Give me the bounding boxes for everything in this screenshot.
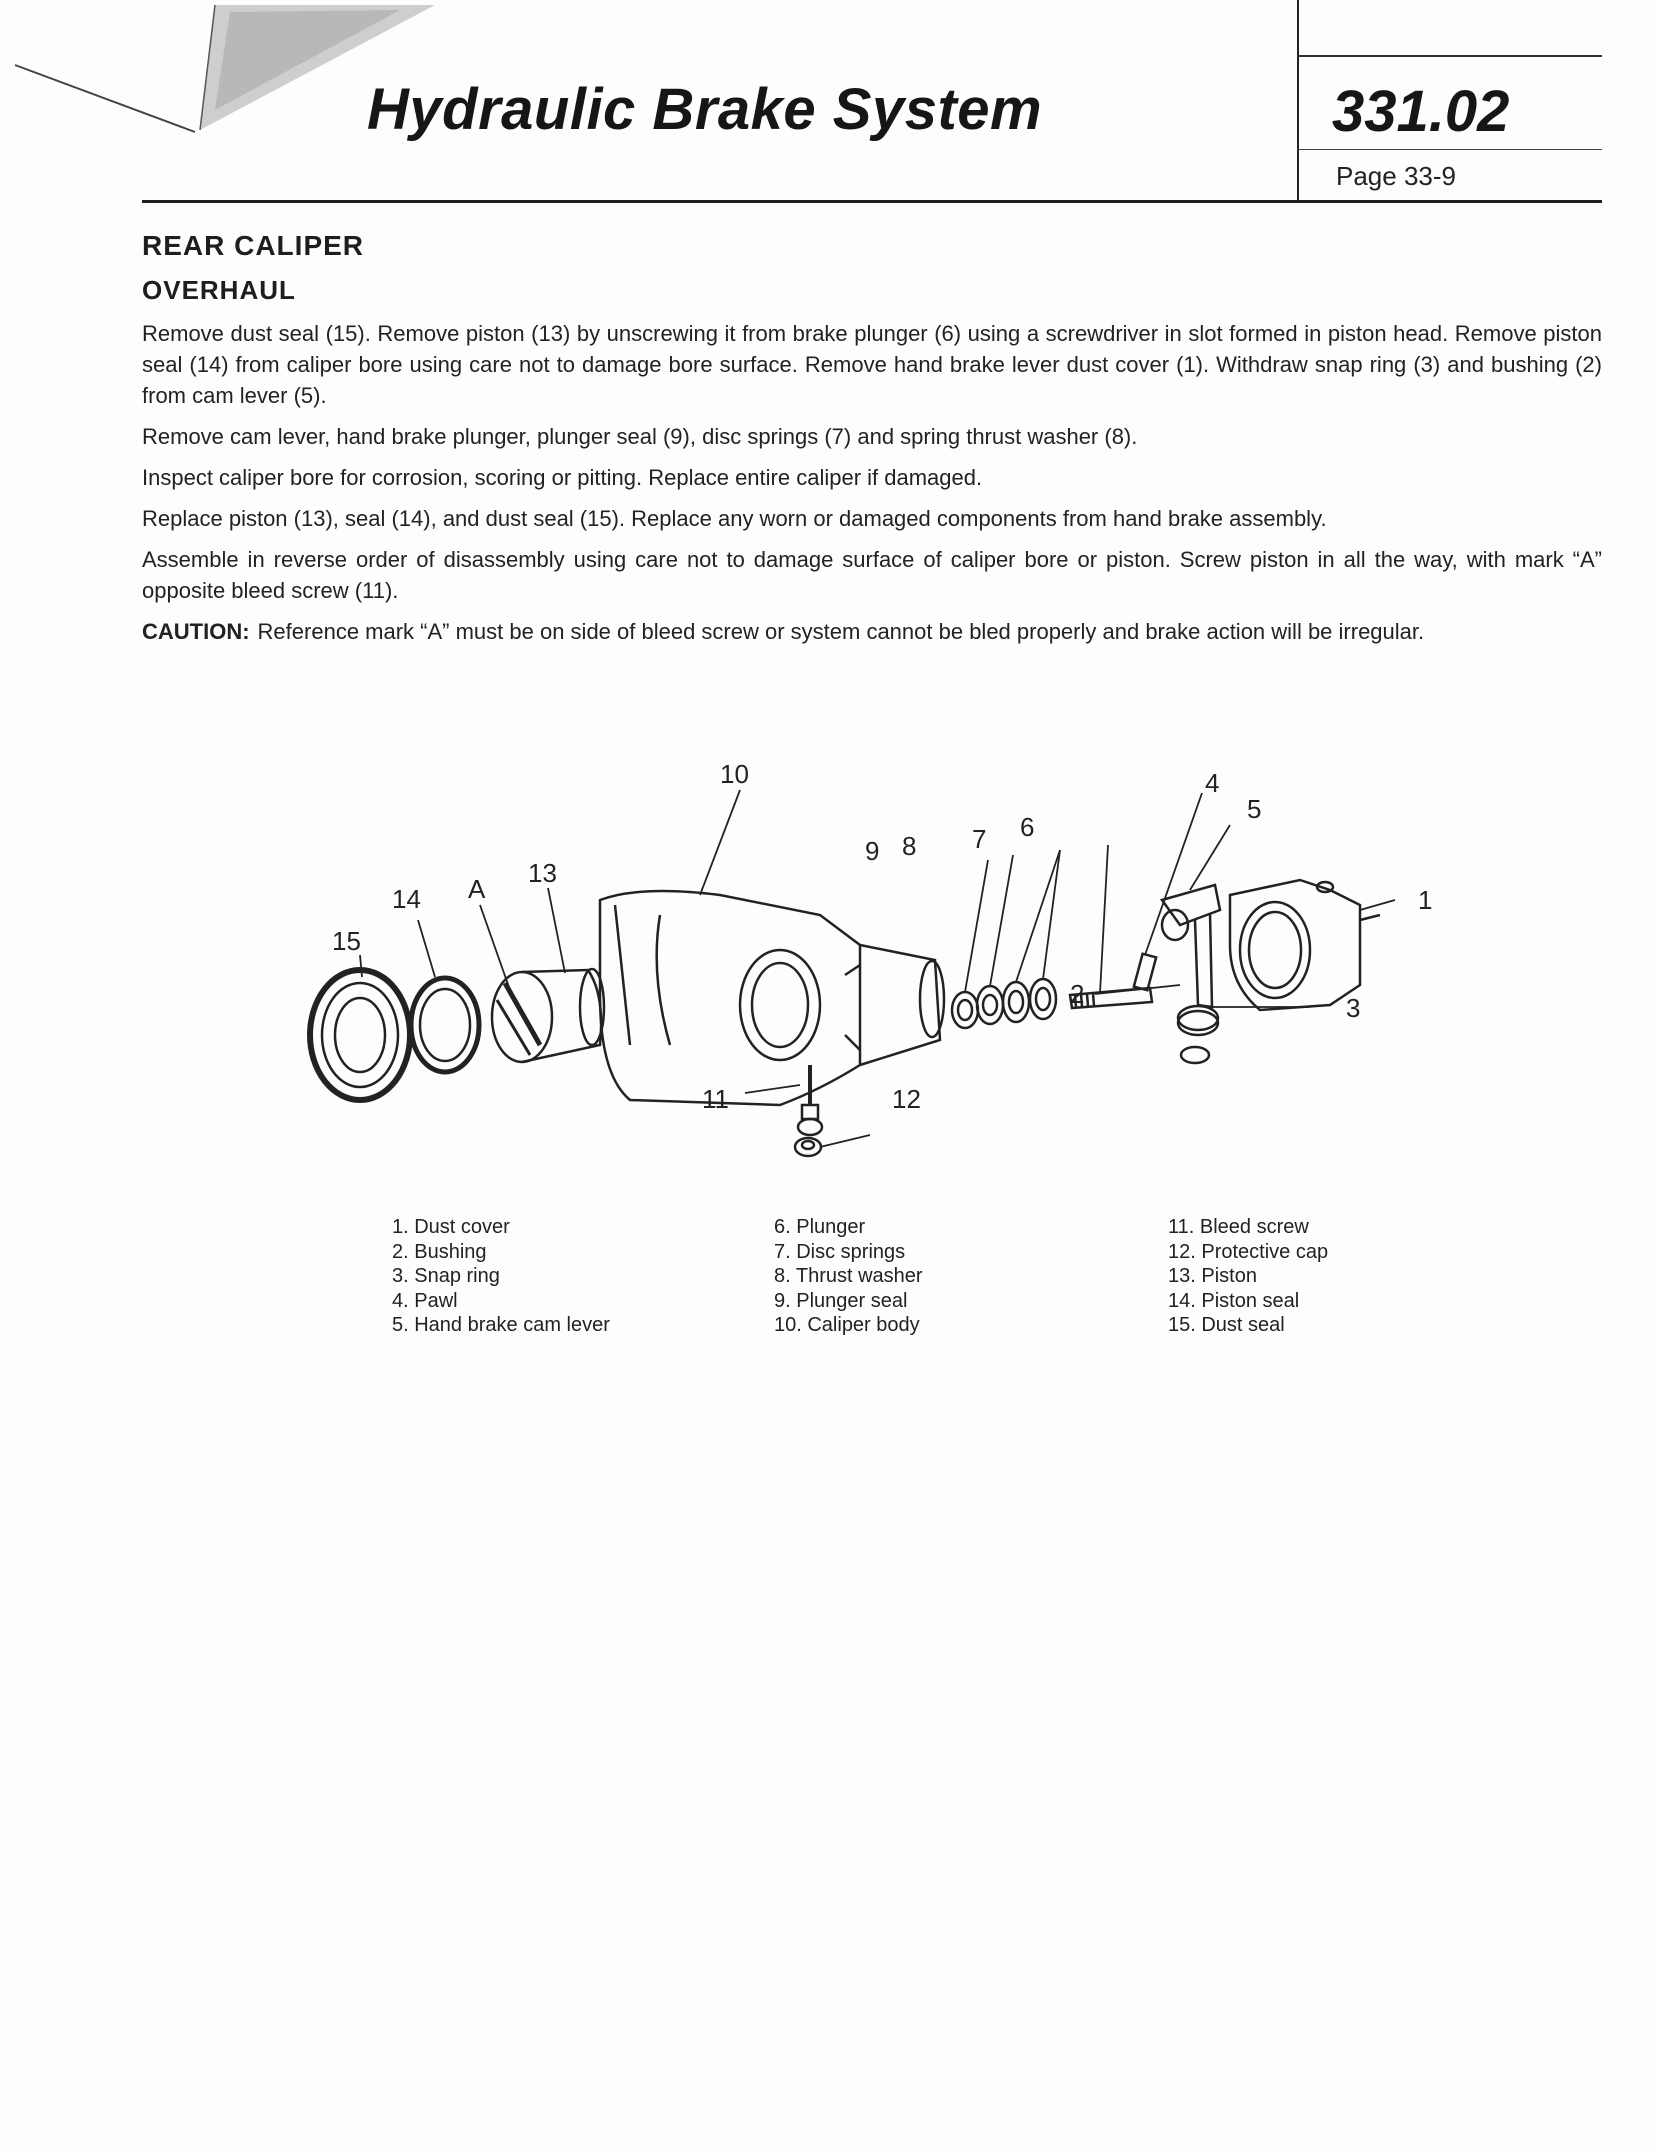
- parts-legend-column-1: [392, 1215, 610, 1338]
- caution-text: Reference mark “A” must be on side of bleed screw or system cannot be bled properly and brake action will be irregular.: [257, 619, 1425, 644]
- callout-3: 3: [1346, 993, 1361, 1023]
- callout-13: 13: [528, 858, 557, 888]
- snap-ring-part: [1181, 1047, 1209, 1063]
- legend-item: 9. Plunger seal: [774, 1289, 908, 1312]
- legend-item: 14. Piston seal: [1168, 1289, 1300, 1312]
- callout-6: 6: [1020, 812, 1035, 842]
- page-number: Page 33-9: [1336, 161, 1456, 191]
- parts-legend-column-3: [1168, 1215, 1328, 1338]
- paragraph: Assemble in reverse order of disassembly using care not to damage surface of caliper bore or piston. Screw piston in all the way, with mark “A” opposite bleed screw (11).: [142, 547, 1602, 603]
- callout-14: 14: [392, 884, 421, 914]
- legend-item: 12. Protective cap: [1168, 1240, 1329, 1263]
- bushing-part: [1178, 1006, 1218, 1035]
- caliper-body-part: [600, 891, 944, 1105]
- piston-part: [492, 969, 604, 1062]
- cam-lever-part: [1162, 885, 1220, 1007]
- callout-4: 4: [1205, 768, 1220, 798]
- paragraph: Inspect caliper bore for corrosion, scoring or pitting. Replace entire caliper if damaged.: [142, 465, 983, 490]
- legend-item: 6. Plunger: [774, 1216, 866, 1238]
- header-rule: [142, 200, 1602, 203]
- page-title: Hydraulic Brake System: [367, 77, 1043, 142]
- legend-item: 13. Piston: [1168, 1265, 1257, 1287]
- parts-legend-column-2: [774, 1215, 923, 1338]
- legend-item: 3. Snap ring: [392, 1265, 500, 1287]
- dust-cover-part: [1230, 880, 1380, 1010]
- paragraph: Remove cam lever, hand brake plunger, plunger seal (9), disc springs (7) and spring thrust washer (8).: [142, 424, 1138, 449]
- legend-item: 2. Bushing: [392, 1240, 487, 1263]
- callout-15: 15: [332, 926, 361, 956]
- callout-a: A: [468, 874, 486, 904]
- callout-11: 11: [702, 1084, 729, 1114]
- body-text: [142, 318, 1602, 647]
- callout-10: 10: [720, 759, 749, 789]
- dust-seal-part: [310, 970, 410, 1100]
- callout-2: 2: [1070, 979, 1085, 1009]
- piston-seal-part: [411, 978, 479, 1072]
- bleed-screw-part: [798, 1065, 822, 1135]
- section-number: 331.02: [1332, 79, 1510, 144]
- callout-12: 12: [892, 1084, 921, 1114]
- callout-1: 1: [1418, 885, 1433, 915]
- legend-item: 8. Thrust washer: [774, 1265, 923, 1287]
- thrust-washer-part: [977, 986, 1003, 1024]
- section-subheading: OVERHAUL: [142, 275, 296, 305]
- protective-cap-part: [795, 1138, 821, 1156]
- caution-note: [142, 616, 1602, 647]
- disc-springs-part: [1003, 979, 1056, 1022]
- legend-item: 1. Dust cover: [392, 1216, 510, 1238]
- section-heading: REAR CALIPER: [142, 230, 365, 261]
- legend-item: 4. Pawl: [392, 1289, 458, 1312]
- header-divider: [1297, 0, 1299, 200]
- paragraph: Replace piston (13), seal (14), and dust seal (15). Replace any worn or damaged components from hand brake assembly.: [142, 506, 1327, 531]
- legend-item: 10. Caliper body: [774, 1314, 920, 1336]
- paragraph: Remove dust seal (15). Remove piston (13) by unscrewing it from brake plunger (6) using a screwdriver in slot formed in piston head. Remove piston seal (14) from caliper bore using care not to damage bore surface. Remove hand brake lever dust cover (1). Withdraw snap ring (3) and bushing (2) from cam lever (5).: [142, 321, 1602, 408]
- exploded-caliper-diagram: [300, 745, 1450, 1165]
- section-box-mid-rule: [1298, 149, 1602, 150]
- callout-5: 5: [1247, 794, 1262, 824]
- legend-item: 5. Hand brake cam lever: [392, 1314, 610, 1336]
- callout-8: 8: [902, 831, 917, 861]
- pawl-part: [1134, 954, 1156, 990]
- caution-label: CAUTION:: [142, 619, 250, 644]
- section-box-top-rule: [1298, 55, 1602, 57]
- callout-9: 9: [865, 836, 880, 866]
- legend-item: 15. Dust seal: [1168, 1314, 1285, 1336]
- legend-item: 7. Disc springs: [774, 1240, 906, 1263]
- legend-item: 11. Bleed screw: [1168, 1216, 1309, 1238]
- plunger-seal-part: [952, 992, 978, 1028]
- callout-7: 7: [972, 824, 987, 854]
